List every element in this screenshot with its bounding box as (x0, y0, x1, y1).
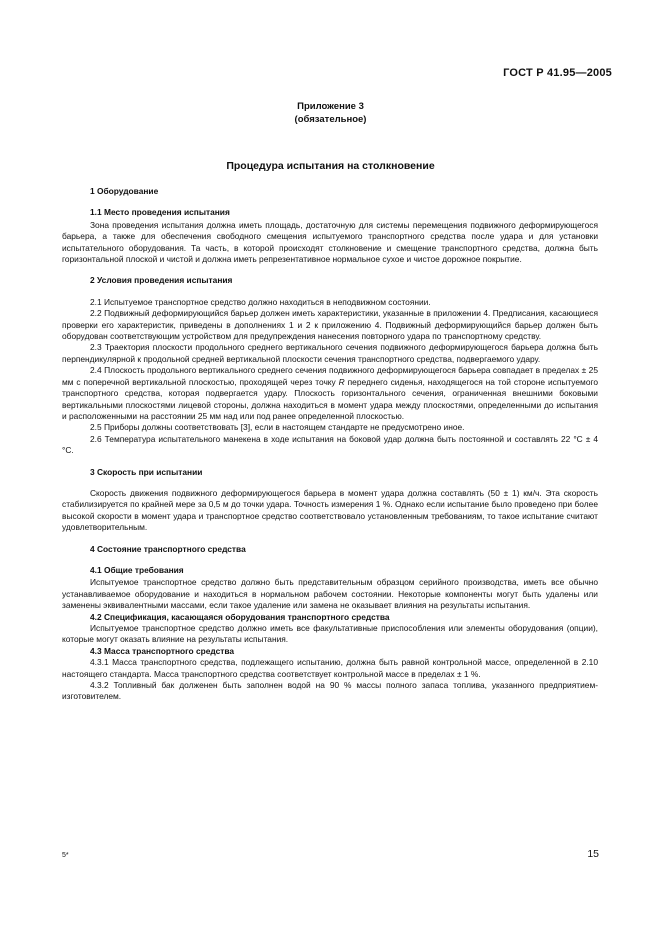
section-1-1-text: Зона проведения испытания должна иметь площадь, достаточную для системы перемещения подвижного деформирующегося барьера, а также для обеспечения свободного смещения испытуемого транспортного средства после удара и для установки испытательного оборудования. Та часть, в которой происходят столкновение и смещение транспортного средства, должна быть горизонтальной плоской и чистой и должна иметь репрезентативное нормальное сухое и чистое дорожное покрытие. (62, 219, 598, 265)
section-4-1-heading: 4.1 Общие требования (90, 564, 184, 575)
paragraph-4-3-1: 4.3.1 Масса транспортного средства, подлежащего испытанию, должна быть равной контрольной массе, определенной в 2.10 настоящего стандарта. Масса транспортного средства соответствует контрольной массе в пределах ± 1 %. (62, 657, 598, 679)
page-number: 15 (587, 848, 599, 860)
paragraph-2-4 (62, 365, 598, 422)
section-4-3-heading: 4.3 Масса транспортного средства (90, 645, 235, 656)
appendix-heading (0, 100, 661, 126)
appendix-title: Приложение 3 (297, 101, 364, 112)
appendix-subtitle: (обязательное) (294, 114, 367, 125)
paragraph-2-1: 2.1 Испытуемое транспортное средство должно находиться в неподвижном состоянии. (90, 296, 431, 307)
section-3-text: Скорость движения подвижного деформирующегося барьера в момент удара должна составлять (50 ± 1) км/ч. Эта скорость стабилизируется по крайней мере за 0,5 м до точки удара. Точность измерения 1 %. Однако если испытание было проведено при более высокой скорости в момент удара и транспортное средство соответствовало установленным требованиям, то такое испытание считают удовлетворительным. (62, 487, 598, 533)
section-4-2-text: Испытуемое транспортное средство должно иметь все факультативные приспособления или элементы оборудования (опции), которые могут оказать влияние на результаты испытания. (62, 623, 598, 645)
section-4-2-heading: 4.2 Спецификация, касающаяся оборудования транспортного средства (90, 611, 390, 622)
section-2-heading: 2 Условия проведения испытания (90, 275, 233, 286)
document-body (62, 186, 598, 703)
paragraph-2-5: 2.5 Приборы должны соответствовать [3], если в настоящем стандарте не предусмотрено иное. (90, 422, 465, 433)
point-r-symbol: R (338, 376, 345, 387)
paragraph-2-2: 2.2 Подвижный деформирующийся барьер должен иметь характеристики, указанные в приложении 4. Предписания, касающиеся проверки его характеристик, приведены в дополнениях 1 и 2 к приложению 4. Подвижный деформирующийся барьер должен быть оборудован соответствующим устройством для предупреждения нанесения повторного удара по транспортному средству. (62, 308, 598, 342)
paragraph-4-3-2: 4.3.2 Топливный бак долженен быть заполнен водой на 90 % массы полного запаса топлива, указанного предприятием-изготовителем. (62, 680, 598, 702)
document-code: ГОСТ Р 41.95—2005 (503, 67, 612, 79)
paragraph-2-4-part-b: переднего сиденья, находящегося на той стороне испытуемого транспортного средства, которая подвергается удару. Плоскость горизонтального сечения, ограниченная внешними боковыми вертикальными плоскостями лицевой стороны, должна находиться в момент удара между плоскостями, определенными до испытания и расположенными на расстоянии 25 мм над или под ранее определенной плоскостью. (62, 376, 598, 421)
section-1-1-heading: 1.1 Место проведения испытания (90, 207, 230, 218)
paragraph-2-4-part-a: 2.4 Плоскость продольного вертикального среднего сечения подвижного деформирующегося барьера совпадает в пределах ± 25 мм с поперечной вертикальной плоскостью, проходящей через точку (62, 365, 598, 387)
section-1-heading: 1 Оборудование (90, 186, 159, 196)
page-title: Процедура испытания на столкновение (226, 160, 435, 172)
paragraph-2-6: 2.6 Температура испытательного манекена в ходе испытания на боковой удар должна быть постоянной и составлять 22 °С ± 4 °С. (62, 433, 598, 456)
section-4-heading: 4 Состояние транспортного средства (90, 543, 246, 554)
paragraph-2-3: 2.3 Траектория плоскости продольного среднего вертикального сечения подвижного деформирующегося барьера должна быть перпендикулярной к продольной средней вертикальной плоскости сечения транспортного средства, подвергаемого удару. (62, 342, 598, 364)
section-3-heading: 3 Скорость при испытании (90, 466, 203, 477)
footer-sheet-mark: 5* (62, 852, 69, 859)
section-4-1-text: Испытуемое транспортное средство должно быть представительным образцом серийного производства, иметь все обычно устанавливаемое оборудование и находиться в нормальном рабочем состоянии. Некоторые компоненты могут быть удалены или заменены эквивалентными массами, если такое удаление или замена не оказывает влияния на результаты испытания. (62, 577, 598, 611)
